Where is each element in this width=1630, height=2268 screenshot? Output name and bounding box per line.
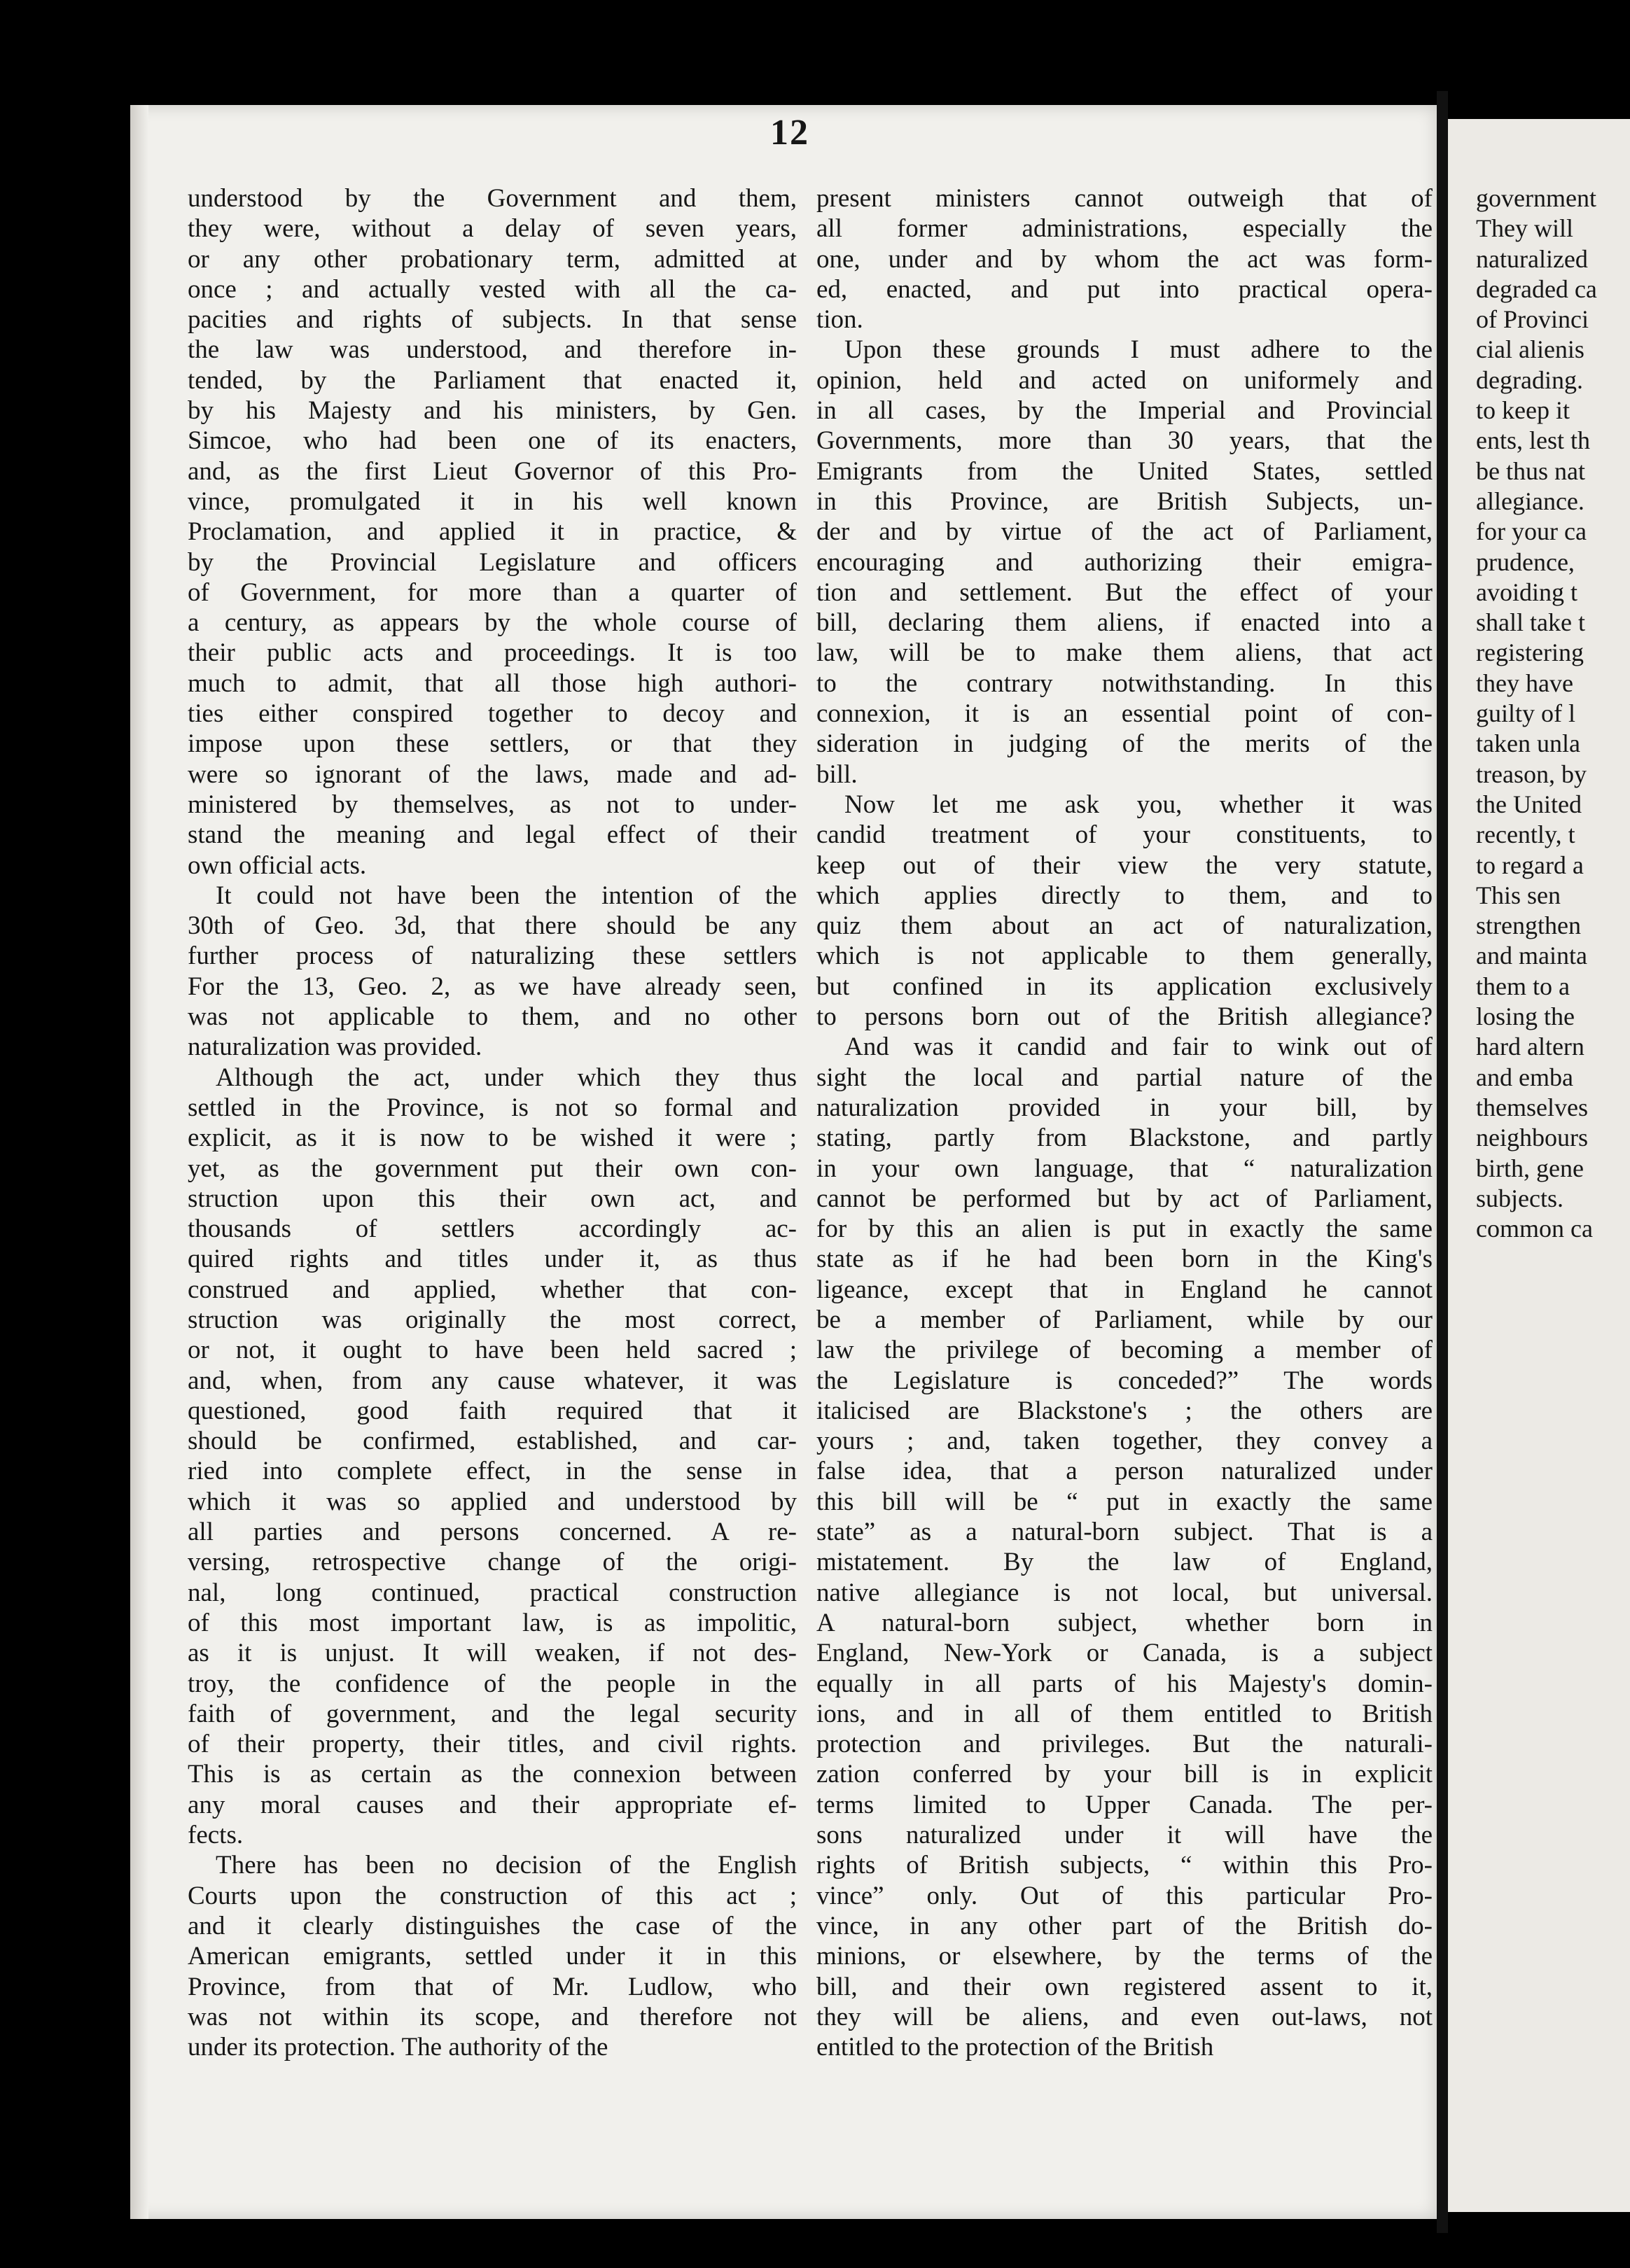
text-line: they will be aliens, and even out-laws, not bbox=[816, 2002, 1433, 2031]
text-line: Courts upon the construction of this act ; bbox=[188, 1881, 797, 1910]
text-line: ried into complete effect, in the sense in bbox=[188, 1457, 797, 1486]
text-line: be thus nat bbox=[1476, 456, 1585, 485]
text-line: Proclamation, and applied it in practice, & bbox=[188, 517, 797, 547]
text-line: connexion, it is an essential point of con- bbox=[816, 699, 1433, 729]
text-line: their public acts and proceedings. It is too bbox=[188, 638, 797, 668]
text-line: all parties and persons concerned. A re- bbox=[188, 1518, 797, 1547]
text-line: in this Province, are British Subjects, un- bbox=[816, 486, 1433, 516]
text-line: ligeance, except that in England he cannot bbox=[816, 1275, 1433, 1304]
text-line: versing, retrospective change of the origi- bbox=[188, 1548, 797, 1577]
text-line: italicised are Blackstone's ; the others are bbox=[816, 1396, 1433, 1425]
text-line: by his Majesty and his ministers, by Gen. bbox=[188, 396, 797, 426]
text-line: quired rights and titles under it, as thus bbox=[188, 1245, 797, 1274]
text-line: stating, partly from Blackstone, and partly bbox=[816, 1124, 1433, 1153]
text-line: naturalization provided in your bill, by bbox=[816, 1093, 1433, 1122]
text-line: There has been no decision of the English bbox=[216, 1851, 797, 1880]
text-line: troy, the confidence of the people in the bbox=[188, 1669, 797, 1698]
text-line: vince” only. Out of this particular Pro- bbox=[816, 1881, 1433, 1910]
text-line: of Provinci bbox=[1476, 305, 1589, 334]
text-line: protection and privileges. But the naturali- bbox=[816, 1730, 1433, 1759]
text-line: law, will be to make them aliens, that act bbox=[816, 638, 1433, 668]
text-line: degraded ca bbox=[1476, 274, 1597, 303]
text-line: prudence, bbox=[1476, 547, 1575, 576]
text-line: bill. bbox=[816, 760, 858, 789]
adjacent-page-text bbox=[1448, 183, 1597, 1244]
text-line: them to a bbox=[1476, 972, 1570, 1000]
text-line: explicit, as it is now to be wished it were ; bbox=[188, 1124, 797, 1153]
text-line: faith of government, and the legal security bbox=[188, 1699, 797, 1728]
text-line: to the contrary notwithstanding. In this bbox=[816, 668, 1433, 698]
text-line: to persons born out of the British allegiance? bbox=[816, 1002, 1433, 1032]
text-line: present ministers cannot outweigh that of bbox=[816, 184, 1433, 213]
right-text-column bbox=[816, 183, 1433, 2062]
text-line: were so ignorant of the laws, made and ad- bbox=[188, 760, 797, 789]
text-line: to regard a bbox=[1476, 850, 1584, 879]
text-line: naturalized bbox=[1476, 244, 1588, 273]
text-line: For the 13, Geo. 2, as we have already seen, bbox=[188, 972, 797, 1001]
text-line: as it is unjust. It will weaken, if not des- bbox=[188, 1639, 797, 1668]
text-line: And was it candid and fair to wink out of bbox=[844, 1032, 1433, 1062]
text-line: they have bbox=[1476, 668, 1573, 697]
text-line: should be confirmed, established, and car- bbox=[188, 1427, 797, 1456]
text-line: ents, lest th bbox=[1476, 426, 1590, 455]
text-line: registering bbox=[1476, 638, 1584, 667]
text-line: which is not applicable to them generally, bbox=[816, 941, 1433, 971]
text-line: They will bbox=[1476, 214, 1573, 243]
text-line: and, as the first Lieut Governor of this Pro- bbox=[188, 456, 797, 486]
text-line: It could not have been the intention of the bbox=[216, 881, 797, 910]
text-line: treason, by bbox=[1476, 760, 1587, 788]
text-line: one, under and by whom the act was form- bbox=[816, 244, 1433, 274]
text-line: state as if he had been born in the King's bbox=[816, 1245, 1433, 1274]
text-line: Now let me ask you, whether it was bbox=[844, 790, 1433, 819]
text-line: in all cases, by the Imperial and Provincial bbox=[816, 396, 1433, 426]
text-line: the Legislature is conceded?” The words bbox=[816, 1366, 1433, 1395]
text-line: American emigrants, settled under it in this bbox=[188, 1942, 797, 1971]
text-line: this bill will be “ put in exactly the same bbox=[816, 1487, 1433, 1516]
text-line: sight the local and partial nature of the bbox=[816, 1063, 1433, 1092]
text-line: of Government, for more than a quarter of bbox=[188, 578, 797, 607]
text-line: was not within its scope, and therefore not bbox=[188, 2002, 797, 2031]
text-line: yours ; and, taken together, they convey a bbox=[816, 1427, 1433, 1456]
text-line: settled in the Province, is not so formal and bbox=[188, 1093, 797, 1122]
text-line: a century, as appears by the whole course of bbox=[188, 608, 797, 638]
text-line: any moral causes and their appropriate ef- bbox=[188, 1790, 797, 1819]
text-line: yet, as the government put their own con- bbox=[188, 1154, 797, 1183]
text-line: of their property, their titles, and civil rights. bbox=[188, 1730, 797, 1759]
text-line: equally in all parts of his Majesty's domin- bbox=[816, 1669, 1433, 1698]
text-line: strengthen bbox=[1476, 911, 1581, 940]
text-line: the United bbox=[1476, 790, 1582, 818]
text-line: avoiding t bbox=[1476, 578, 1577, 606]
text-line: false idea, that a person naturalized under bbox=[816, 1457, 1433, 1486]
text-line: ties either conspired together to decoy and bbox=[188, 699, 797, 729]
text-line: zation conferred by your bill is in explicit bbox=[816, 1760, 1433, 1789]
text-line: naturalization was provided. bbox=[188, 1032, 482, 1062]
adjacent-page-fragment bbox=[1448, 119, 1630, 2212]
text-line: cannot be performed but by act of Parliament, bbox=[816, 1184, 1433, 1213]
text-line: entitled to the protection of the British bbox=[816, 2033, 1214, 2062]
text-line: much to admit, that all those high authori- bbox=[188, 668, 797, 698]
text-line: birth, gene bbox=[1476, 1154, 1584, 1182]
text-line: guilty of l bbox=[1476, 699, 1575, 728]
text-line: ministered by themselves, as not to under- bbox=[188, 790, 797, 819]
text-line: and, when, from any cause whatever, it was bbox=[188, 1366, 797, 1395]
text-line: minions, or elsewhere, by the terms of the bbox=[816, 1942, 1433, 1971]
text-line: construed and applied, whether that con- bbox=[188, 1275, 797, 1304]
text-line: degrading. bbox=[1476, 365, 1583, 394]
text-line: ed, enacted, and put into practical opera- bbox=[816, 274, 1433, 304]
text-line: the law was understood, and therefore in- bbox=[188, 335, 797, 365]
text-line: losing the bbox=[1476, 1002, 1575, 1031]
text-line: terms limited to Upper Canada. The per- bbox=[816, 1790, 1433, 1819]
text-line: once ; and actually vested with all the ca- bbox=[188, 274, 797, 304]
text-line: own official acts. bbox=[188, 850, 367, 880]
text-line: all former administrations, especially the bbox=[816, 214, 1433, 244]
text-line: of this most important law, is as impolitic, bbox=[188, 1608, 797, 1637]
text-line: impose upon these settlers, or that they bbox=[188, 729, 797, 759]
text-line: nal, long continued, practical construction bbox=[188, 1578, 797, 1607]
page-number: 12 bbox=[770, 113, 809, 153]
left-text-column bbox=[188, 183, 797, 2062]
text-line: understood by the Government and them, bbox=[188, 184, 797, 213]
text-line: for your ca bbox=[1476, 517, 1587, 546]
text-line: by the Provincial Legislature and officers bbox=[188, 547, 797, 577]
text-line: subjects. bbox=[1476, 1184, 1563, 1212]
text-line: 30th of Geo. 3d, that there should be any bbox=[188, 911, 797, 941]
text-line: struction was originally the most correct, bbox=[188, 1305, 797, 1334]
text-line: quiz them about an act of naturalization, bbox=[816, 911, 1433, 941]
text-line: state” as a natural-born subject. That is a bbox=[816, 1518, 1433, 1547]
text-line: which it was so applied and understood by bbox=[188, 1487, 797, 1516]
text-line: sideration in judging of the merits of the bbox=[816, 729, 1433, 759]
text-line: encouraging and authorizing their emigra- bbox=[816, 547, 1433, 577]
text-line: and it clearly distinguishes the case of the bbox=[188, 1911, 797, 1940]
text-line: keep out of their view the very statute, bbox=[816, 850, 1433, 880]
text-line: thousands of settlers accordingly ac- bbox=[188, 1214, 797, 1244]
text-line: A natural-born subject, whether born in bbox=[816, 1608, 1433, 1637]
page-edge-shadow bbox=[130, 105, 148, 2219]
text-line: Governments, more than 30 years, that the bbox=[816, 426, 1433, 456]
text-line: law the privilege of becoming a member of bbox=[816, 1336, 1433, 1365]
text-line: hard altern bbox=[1476, 1032, 1584, 1061]
text-line: further process of naturalizing these settlers bbox=[188, 941, 797, 971]
text-line: or not, it ought to have been held sacred ; bbox=[188, 1336, 797, 1365]
text-line: tended, by the Parliament that enacted it, bbox=[188, 365, 797, 395]
text-line: sons naturalized under it will have the bbox=[816, 1821, 1433, 1850]
text-line: der and by virtue of the act of Parliament, bbox=[816, 517, 1433, 547]
text-line: tion. bbox=[816, 305, 863, 335]
text-line: shall take t bbox=[1476, 608, 1585, 637]
text-line: government bbox=[1476, 184, 1596, 212]
text-line: mistatement. By the law of England, bbox=[816, 1548, 1433, 1577]
text-line: questioned, good faith required that it bbox=[188, 1396, 797, 1425]
text-line: Although the act, under which they thus bbox=[216, 1063, 797, 1092]
text-line: struction upon this their own act, and bbox=[188, 1184, 797, 1213]
text-line: native allegiance is not local, but universal. bbox=[816, 1578, 1433, 1607]
text-line: bill, declaring them aliens, if enacted into a bbox=[816, 608, 1433, 638]
text-line: was not applicable to them, and no other bbox=[188, 1002, 797, 1032]
text-line: bill, and their own registered assent to it, bbox=[816, 1972, 1433, 2001]
text-line: Simcoe, who had been one of its enacters, bbox=[188, 426, 797, 456]
text-line: or any other probationary term, admitted at bbox=[188, 244, 797, 274]
text-line: taken unla bbox=[1476, 729, 1580, 758]
text-line: be a member of Parliament, while by our bbox=[816, 1305, 1433, 1334]
text-line: common ca bbox=[1476, 1214, 1593, 1243]
text-line: to keep it bbox=[1476, 396, 1570, 425]
text-line: England, New-York or Canada, is a subject bbox=[816, 1639, 1433, 1668]
text-line: which applies directly to them, and to bbox=[816, 881, 1433, 910]
text-line: tion and settlement. But the effect of your bbox=[816, 578, 1433, 607]
text-line: stand the meaning and legal effect of their bbox=[188, 820, 797, 850]
text-line: ions, and in all of them entitled to British bbox=[816, 1699, 1433, 1728]
text-line: in your own language, that “ naturalization bbox=[816, 1154, 1433, 1183]
text-line: Emigrants from the United States, settled bbox=[816, 456, 1433, 486]
text-line: cial alienis bbox=[1476, 335, 1584, 364]
text-line: This is as certain as the connexion between bbox=[188, 1760, 797, 1789]
text-line: neighbours bbox=[1476, 1124, 1588, 1152]
text-line: vince, promulgated it in his well known bbox=[188, 486, 797, 516]
text-line: for by this an alien is put in exactly the same bbox=[816, 1214, 1433, 1244]
text-line: they were, without a delay of seven years, bbox=[188, 214, 797, 244]
text-line: but confined in its application exclusively bbox=[816, 972, 1433, 1001]
text-line: pacities and rights of subjects. In that sense bbox=[188, 305, 797, 335]
text-line: themselves bbox=[1476, 1093, 1588, 1121]
text-line: and emba bbox=[1476, 1063, 1573, 1091]
text-line: candid treatment of your constituents, to bbox=[816, 820, 1433, 850]
text-line: vince, in any other part of the British do- bbox=[816, 1911, 1433, 1940]
text-line: recently, t bbox=[1476, 820, 1575, 849]
text-line: This sen bbox=[1476, 881, 1561, 909]
text-line: allegiance. bbox=[1476, 486, 1584, 515]
page-gutter bbox=[1437, 91, 1448, 2233]
text-line: rights of British subjects, “ within this Pro- bbox=[816, 1851, 1433, 1880]
text-line: and mainta bbox=[1476, 941, 1587, 970]
text-line: opinion, held and acted on uniformely and bbox=[816, 365, 1433, 395]
text-line: Province, from that of Mr. Ludlow, who bbox=[188, 1972, 797, 2001]
text-line: under its protection. The authority of the bbox=[188, 2033, 608, 2062]
text-line: Upon these grounds I must adhere to the bbox=[844, 335, 1433, 365]
text-line: fects. bbox=[188, 1821, 244, 1850]
